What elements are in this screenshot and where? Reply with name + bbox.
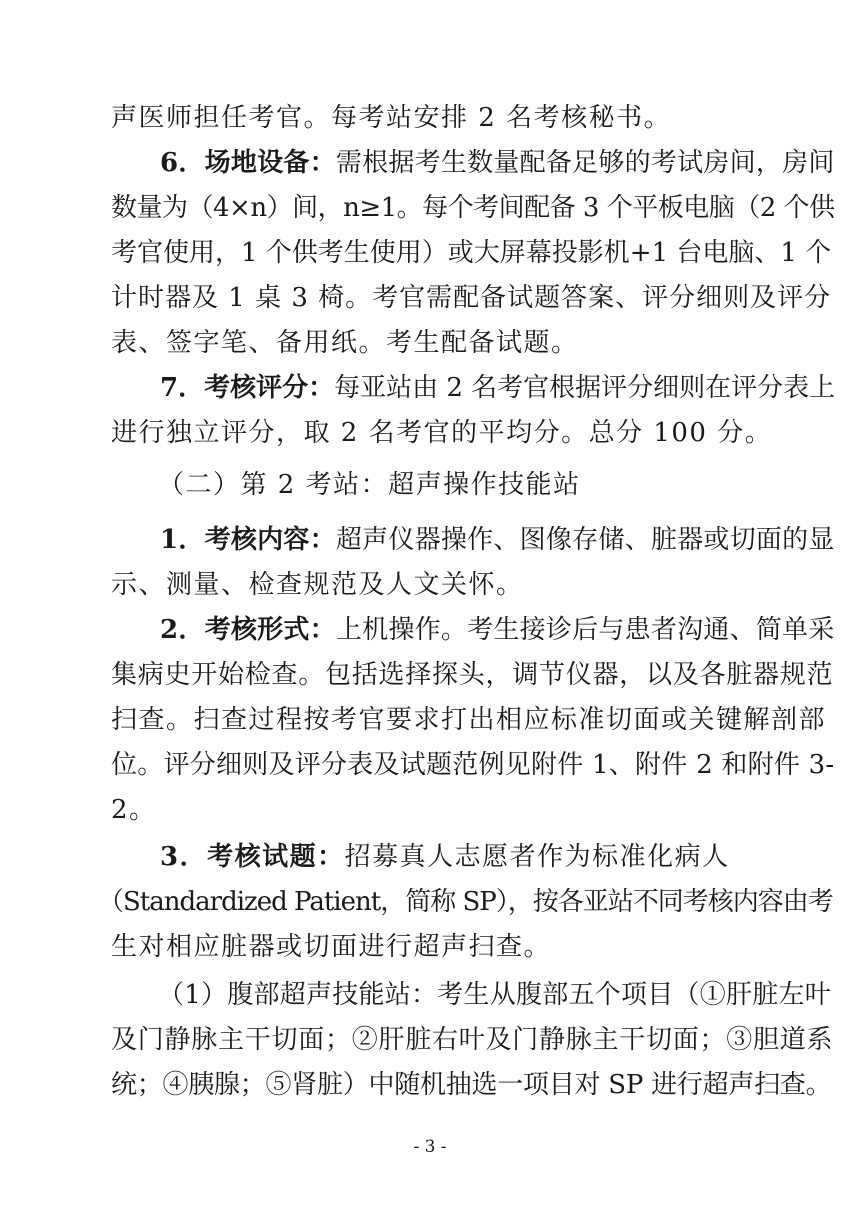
text-line: 计时器及 1 桌 3 椅。考官需配备试题答案、评分细则及评分 bbox=[111, 283, 832, 313]
text-line: 2。 bbox=[111, 795, 157, 825]
text-line: 及门静脉主干切面；②肝脏右叶及门静脉主干切面；③胆道系 bbox=[111, 1025, 834, 1055]
text-line: 位。评分细则及评分表及试题范例见附件 1、附件 2 和附件 3- bbox=[111, 750, 835, 780]
section-item-2: 2．考核形式：上机操作。考生接诊后与患者沟通、简单采 bbox=[160, 615, 835, 645]
item-heading: 7．考核评分： bbox=[160, 373, 335, 403]
text-line: 示、测量、检查规范及人文关怀。 bbox=[111, 570, 524, 600]
text-line: 表、签字笔、备用纸。考生配备试题。 bbox=[111, 328, 579, 358]
text-line: 声医师担任考官。每考站安排 2 名考核秘书。 bbox=[111, 103, 672, 133]
subsection-heading: （二）第 2 考站：超声操作技能站 bbox=[158, 470, 581, 500]
text-line: 统；④胰腺；⑤肾脏）中随机抽选一项目对 SP 进行超声扫查。 bbox=[111, 1070, 832, 1100]
text-line: （1）腹部超声技能站：考生从腹部五个项目（①肝脏左叶 bbox=[158, 980, 832, 1010]
page-number: - 3 - bbox=[413, 1137, 447, 1157]
section-item-7: 7．考核评分：每亚站由 2 名考官根据评分细则在评分表上 bbox=[160, 373, 836, 403]
text-line: 数量为（4×n）间，n≥1。每个考间配备 3 个平板电脑（2 个供 bbox=[111, 193, 835, 223]
text-line: （Standardized Patient，简称 SP），按各亚站不同考核内容由考 bbox=[98, 887, 833, 917]
item-heading: 3．考核试题： bbox=[160, 842, 345, 872]
item-heading: 1．考核内容： bbox=[160, 525, 336, 555]
item-heading: 2．考核形式： bbox=[160, 615, 336, 645]
item-heading: 6．场地设备： bbox=[160, 148, 336, 178]
text-line: 扫查。扫查过程按考官要求打出相应标准切面或关键解剖部 bbox=[111, 705, 827, 735]
text-line: 进行独立评分，取 2 名考官的平均分。总分 100 分。 bbox=[111, 418, 773, 448]
section-item-6: 6．场地设备：需根据考生数量配备足够的考试房间，房间 bbox=[160, 148, 835, 178]
section-item-1: 1．考核内容：超声仪器操作、图像存储、脏器或切面的显 bbox=[160, 525, 835, 555]
text-line: 集病史开始检查。包括选择探头，调节仪器，以及各脏器规范 bbox=[111, 660, 834, 690]
section-item-3: 3．考核试题：招募真人志愿者作为标准化病人 bbox=[160, 842, 730, 872]
text-line: 生对相应脏器或切面进行超声扫查。 bbox=[111, 932, 552, 962]
text-line: 考官使用，1 个供考生使用）或大屏幕投影机+1 台电脑、1 个 bbox=[111, 238, 832, 268]
